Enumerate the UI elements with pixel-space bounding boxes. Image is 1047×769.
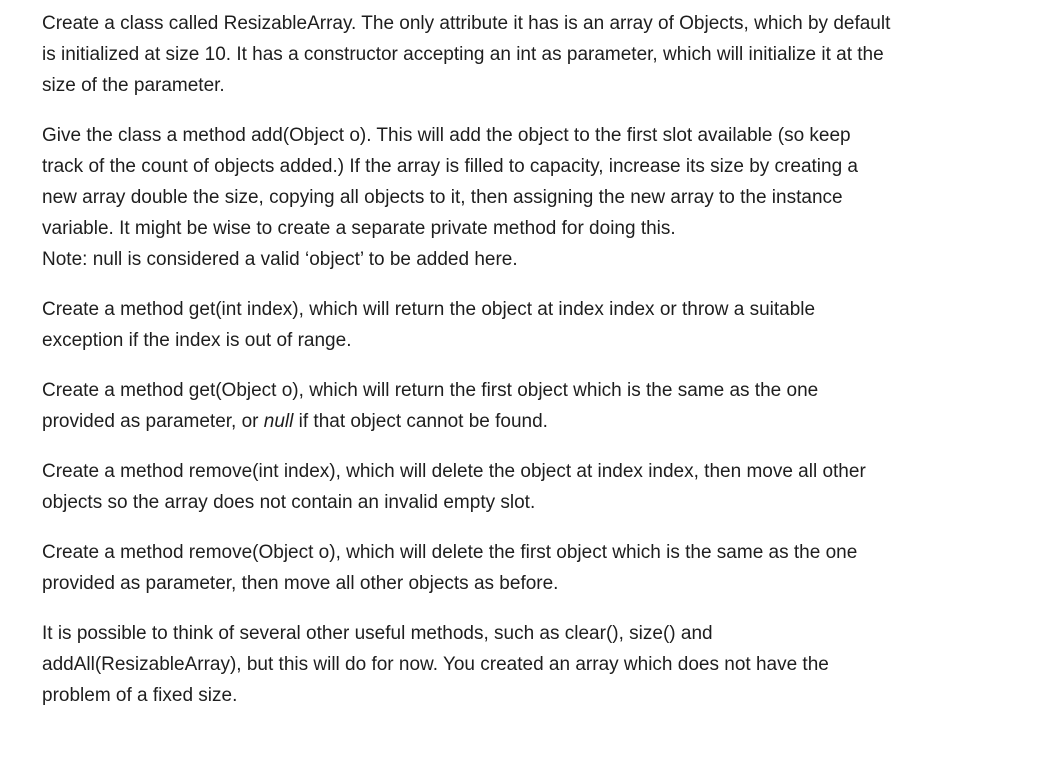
paragraph-get-index-method	[42, 294, 1002, 356]
text-line: provided as parameter, then move all other objects as before.	[42, 573, 559, 594]
paragraph-class-definition	[42, 8, 1002, 101]
italic-null-text: null	[263, 411, 294, 432]
text-line: problem of a fixed size.	[42, 685, 238, 706]
text-line: is initialized at size 10. It has a constructor accepting an int as parameter, which will initialize it at the	[42, 44, 884, 65]
text-line: objects so the array does not contain an invalid empty slot.	[42, 492, 536, 513]
text-line: Create a class called ResizableArray. The only attribute it has is an array of Objects, which by default	[42, 13, 891, 34]
text-line: Create a method get(int index), which will return the object at index index or throw a suitable	[42, 299, 816, 320]
text-line: size of the parameter.	[42, 75, 225, 96]
text-line: addAll(ResizableArray), but this will do for now. You created an array which does not have the	[42, 654, 829, 675]
paragraph-remove-index-method	[42, 456, 1002, 518]
text-line: track of the count of objects added.) If the array is filled to capacity, increase its size by creating a	[42, 156, 858, 177]
text-line: Create a method get(Object o), which will return the first object which is the same as the one	[42, 380, 819, 401]
paragraph-conclusion	[42, 618, 1002, 711]
text-line: exception if the index is out of range.	[42, 330, 352, 351]
paragraph-get-object-method	[42, 375, 1002, 437]
text-segment: provided as parameter, or	[42, 411, 264, 432]
text-line	[42, 406, 1002, 437]
paragraph-add-method	[42, 120, 1002, 275]
note-line: Note: null is considered a valid ‘object’ to be added here.	[42, 249, 518, 270]
text-line: new array double the size, copying all objects to it, then assigning the new array to the instance	[42, 187, 843, 208]
text-line: variable. It might be wise to create a separate private method for doing this.	[42, 218, 676, 239]
paragraph-remove-object-method	[42, 537, 1002, 599]
text-line: It is possible to think of several other useful methods, such as clear(), size() and	[42, 623, 713, 644]
document-body	[42, 8, 1002, 730]
text-segment: if that object cannot be found.	[293, 411, 548, 432]
text-line: Give the class a method add(Object o). This will add the object to the first slot available (so keep	[42, 125, 851, 146]
text-line: Create a method remove(Object o), which will delete the first object which is the same as the one	[42, 542, 858, 563]
text-line: Create a method remove(int index), which will delete the object at index index, then move all other	[42, 461, 866, 482]
